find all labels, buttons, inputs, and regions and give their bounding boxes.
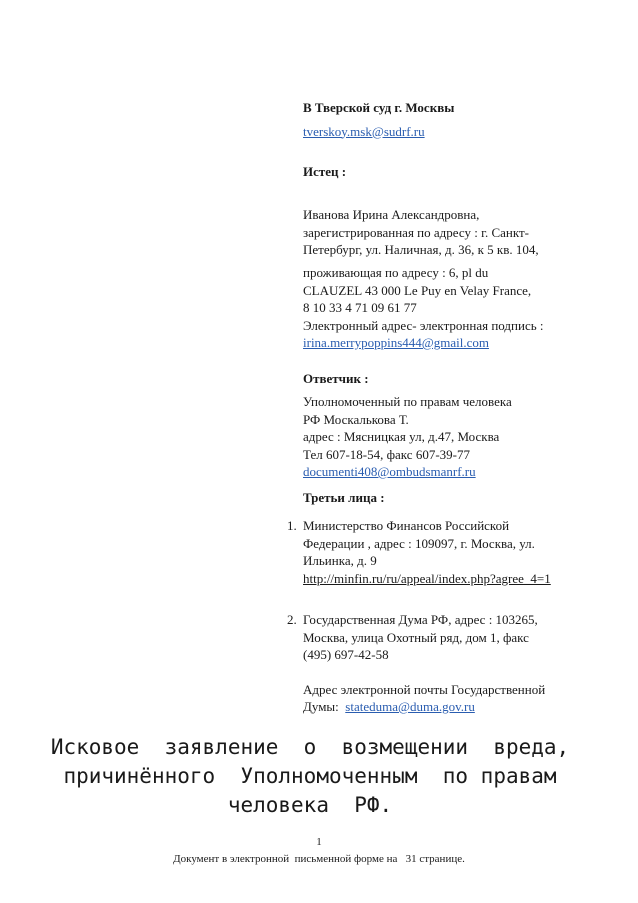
third-party-line: Министерство Финансов Российской (303, 518, 510, 533)
defendant-block (303, 370, 603, 388)
court-email-link[interactable]: tverskoy.msk@sudrf.ru (303, 123, 425, 139)
third-party-line: Москва, улица Охотный ряд, дом 1, факс (303, 629, 529, 645)
page-number: 1 (316, 836, 322, 848)
defendant-line: Уполномоченный по правам человека (303, 394, 512, 409)
defendant-line: адрес : Мясницкая ул, д.47, Москва (303, 429, 500, 444)
plaintiff-residence (303, 264, 603, 352)
plaintiff-line: Петербург, ул. Наличная, д. 36, к 5 кв. 104, (303, 242, 539, 257)
plaintiff-residence-line: Электронный адрес- электронная подпись : (303, 317, 544, 333)
title-line: Исковое заявление о возмещении вреда, (50, 735, 570, 759)
minfin-appeal-link[interactable]: http://minfin.ru/ru/appeal/index.php?agree_4=1 (303, 570, 551, 586)
plaintiff-residence-line: проживающая по адресу : 6, pl du (303, 265, 489, 280)
plaintiff-residence-line: 8 10 33 4 71 09 61 77 (303, 300, 417, 315)
third-party-item (303, 611, 603, 716)
list-number: 1. (287, 518, 297, 533)
defendant-email-link[interactable]: documenti408@ombudsmanrf.ru (303, 464, 476, 479)
third-parties-block (303, 489, 603, 507)
document-title (20, 733, 600, 820)
plaintiff-residence-line: CLAUZEL 43 000 Le Puy en Velay France, (303, 282, 532, 298)
plaintiff-email-link[interactable]: irina.merrypoppins444@gmail.com (303, 335, 489, 350)
duma-email-prefix: Думы: (303, 699, 346, 714)
court-block (303, 99, 603, 140)
footer-note: Документ в электронной письменной форме на 31 странице. (173, 853, 465, 865)
title-line: человека РФ. (227, 793, 393, 817)
plaintiff-line: зарегистрированная по адресу : г. Санкт- (303, 224, 529, 240)
plaintiff-details (303, 206, 603, 259)
duma-email-line (303, 698, 603, 716)
duma-email-link[interactable]: stateduma@duma.gov.ru (345, 699, 475, 714)
title-line: причинённого Уполномоченным по правам (63, 764, 557, 788)
third-party-item (303, 517, 603, 587)
plaintiff-line: Иванова Ирина Александровна, (303, 207, 480, 222)
plaintiff-block (303, 163, 603, 181)
third-parties-heading: Третьи лица : (303, 490, 385, 505)
list-number: 2. (287, 612, 297, 627)
third-party-line: Федерации , адрес : 109097, г. Москва, ул. (303, 535, 535, 551)
defendant-line: РФ Москалькова Т. (303, 411, 409, 427)
third-party-line: Государственная Дума РФ, адрес : 103265, (303, 612, 538, 627)
court-heading: В Тверской суд г. Москвы (303, 100, 455, 115)
third-party-line: Адрес электронной почты Государственной (303, 681, 546, 697)
defendant-line: Тел 607-18-54, факс 607-39-77 (303, 446, 470, 462)
plaintiff-heading: Истец : (303, 164, 347, 179)
defendant-heading: Ответчик : (303, 371, 369, 386)
third-party-line: Ильинка, д. 9 (303, 553, 377, 568)
third-party-line: (495) 697-42-58 (303, 647, 389, 662)
defendant-details (303, 393, 603, 481)
